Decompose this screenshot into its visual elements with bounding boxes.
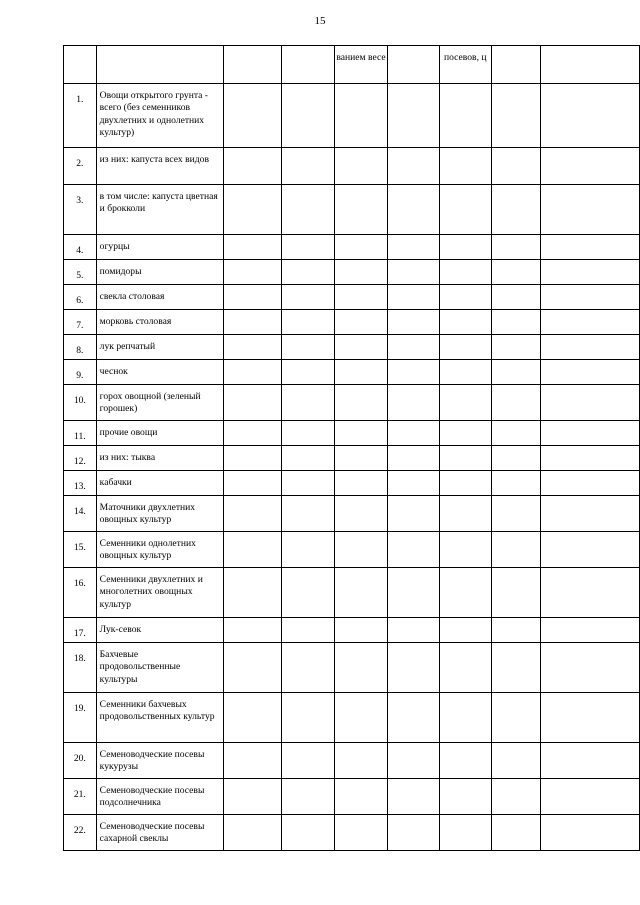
empty-cell [439,310,491,335]
empty-cell [334,84,387,148]
empty-cell [439,779,491,815]
empty-cell [439,360,491,385]
empty-cell [541,285,640,310]
empty-cell [491,360,541,385]
empty-cell [491,532,541,568]
table-row [64,335,640,360]
empty-cell [282,743,335,779]
empty-cell [541,235,640,260]
row-number: 22. [64,815,97,851]
table-row [64,743,640,779]
empty-cell [334,360,387,385]
row-number: 11. [64,421,97,446]
empty-cell [334,446,387,471]
empty-cell [388,532,440,568]
table-row [64,496,640,532]
empty-cell [224,285,282,310]
row-number: 16. [64,568,97,618]
table-row [64,618,640,643]
empty-cell [282,84,335,148]
table-row [64,360,640,385]
empty-cell [388,335,440,360]
empty-cell [224,693,282,743]
row-name: лук репчатый [96,335,223,360]
empty-cell [491,285,541,310]
empty-cell [541,532,640,568]
empty-cell [541,643,640,693]
empty-cell [388,285,440,310]
row-number: 4. [64,235,97,260]
table-row [64,84,640,148]
empty-cell [491,185,541,235]
empty-cell [224,235,282,260]
row-number: 10. [64,385,97,421]
table-row [64,779,640,815]
empty-cell [491,496,541,532]
empty-cell [491,260,541,285]
empty-cell [491,335,541,360]
empty-cell [541,743,640,779]
empty-cell [334,568,387,618]
empty-cell [491,693,541,743]
empty-cell [541,335,640,360]
row-name: Семенники двухлетних и многолетних овощных культур [96,568,223,618]
table-row [64,471,640,496]
row-number: 5. [64,260,97,285]
row-name: чеснок [96,360,223,385]
empty-cell [282,421,335,446]
empty-cell [224,148,282,185]
empty-cell [282,643,335,693]
empty-cell [388,385,440,421]
empty-cell [491,618,541,643]
row-number: 18. [64,643,97,693]
row-name: горох овощной (зеленый горошек) [96,385,223,421]
header-cell-3 [224,46,282,84]
empty-cell [439,335,491,360]
empty-cell [224,360,282,385]
empty-cell [491,779,541,815]
empty-cell [491,235,541,260]
empty-cell [334,643,387,693]
empty-cell [491,743,541,779]
row-name: морковь столовая [96,310,223,335]
empty-cell [334,618,387,643]
row-number: 2. [64,148,97,185]
table-row [64,643,640,693]
table-row [64,693,640,743]
empty-cell [541,360,640,385]
table-row [64,185,640,235]
empty-cell [439,421,491,446]
empty-cell [439,285,491,310]
empty-cell [224,618,282,643]
empty-cell [439,260,491,285]
empty-cell [224,385,282,421]
empty-cell [439,185,491,235]
empty-cell [282,185,335,235]
empty-cell [282,568,335,618]
header-cell-7: посевов, ц [439,46,491,84]
row-number: 15. [64,532,97,568]
empty-cell [282,815,335,851]
empty-cell [334,285,387,310]
empty-cell [541,568,640,618]
page-number: 15 [314,15,326,27]
empty-cell [491,471,541,496]
row-name: Овощи открытого грунта - всего (без семенников двухлетних и однолетних культур) [96,84,223,148]
empty-cell [224,471,282,496]
empty-cell [491,815,541,851]
empty-cell [541,471,640,496]
row-number: 6. [64,285,97,310]
empty-cell [439,446,491,471]
table-row [64,260,640,285]
empty-cell [491,421,541,446]
empty-cell [491,643,541,693]
row-number: 19. [64,693,97,743]
header-cell-9 [541,46,640,84]
row-number: 20. [64,743,97,779]
row-number: 21. [64,779,97,815]
empty-cell [491,568,541,618]
header-cell-4 [282,46,335,84]
empty-cell [334,532,387,568]
table-row [64,385,640,421]
empty-cell [491,446,541,471]
empty-cell [541,148,640,185]
table-row [64,815,640,851]
empty-cell [388,185,440,235]
row-name: Бахчевые продовольственные культуры [96,643,223,693]
empty-cell [282,235,335,260]
empty-cell [334,496,387,532]
empty-cell [224,743,282,779]
table-row [64,310,640,335]
row-name: из них: тыква [96,446,223,471]
empty-cell [334,471,387,496]
empty-cell [388,446,440,471]
empty-cell [282,285,335,310]
empty-cell [388,743,440,779]
empty-cell [334,235,387,260]
empty-cell [282,532,335,568]
row-name: Лук-севок [96,618,223,643]
empty-cell [282,693,335,743]
empty-cell [388,84,440,148]
row-name: огурцы [96,235,223,260]
table-row [64,532,640,568]
empty-cell [439,532,491,568]
empty-cell [388,471,440,496]
header-cell-8 [491,46,541,84]
row-number: 3. [64,185,97,235]
empty-cell [491,148,541,185]
empty-cell [282,260,335,285]
empty-cell [224,815,282,851]
header-cell-name [96,46,223,84]
empty-cell [334,335,387,360]
row-name: Маточники двухлетних овощных культур [96,496,223,532]
header-cell-number [64,46,97,84]
empty-cell [439,496,491,532]
empty-cell [334,815,387,851]
empty-cell [282,385,335,421]
empty-cell [388,693,440,743]
empty-cell [388,643,440,693]
empty-cell [388,421,440,446]
row-name: в том числе: капуста цветная и брокколи [96,185,223,235]
table-row [64,568,640,618]
header-cell-6 [388,46,440,84]
row-name: из них: капуста всех видов [96,148,223,185]
empty-cell [224,310,282,335]
empty-cell [439,643,491,693]
row-number: 7. [64,310,97,335]
row-name: Семенники однолетних овощных культур [96,532,223,568]
empty-cell [439,693,491,743]
row-name: прочие овощи [96,421,223,446]
empty-cell [334,779,387,815]
empty-cell [439,148,491,185]
empty-cell [282,148,335,185]
empty-cell [491,310,541,335]
table-row [64,421,640,446]
empty-cell [388,360,440,385]
empty-cell [282,335,335,360]
empty-cell [334,185,387,235]
empty-cell [439,385,491,421]
empty-cell [334,743,387,779]
empty-cell [388,148,440,185]
empty-cell [224,643,282,693]
row-name: Семеноводческие посевы подсолнечника [96,779,223,815]
empty-cell [439,84,491,148]
table-row [64,148,640,185]
empty-cell [439,618,491,643]
row-name: Семеноводческие посевы кукурузы [96,743,223,779]
row-name: Семенники бахчевых продовольственных культур [96,693,223,743]
empty-cell [334,693,387,743]
row-number: 14. [64,496,97,532]
empty-cell [334,310,387,335]
empty-cell [224,84,282,148]
empty-cell [334,260,387,285]
empty-cell [388,310,440,335]
row-number: 9. [64,360,97,385]
empty-cell [282,310,335,335]
crop-table [63,45,640,851]
row-number: 13. [64,471,97,496]
empty-cell [224,496,282,532]
empty-cell [541,618,640,643]
empty-cell [541,385,640,421]
empty-cell [541,421,640,446]
empty-cell [541,693,640,743]
empty-cell [224,446,282,471]
empty-cell [388,235,440,260]
row-number: 1. [64,84,97,148]
empty-cell [224,568,282,618]
empty-cell [224,185,282,235]
row-name: помидоры [96,260,223,285]
empty-cell [541,496,640,532]
empty-cell [439,568,491,618]
empty-cell [282,446,335,471]
empty-cell [439,235,491,260]
empty-cell [334,148,387,185]
empty-cell [491,385,541,421]
row-name: свекла столовая [96,285,223,310]
row-number: 8. [64,335,97,360]
empty-cell [224,779,282,815]
empty-cell [541,84,640,148]
empty-cell [388,496,440,532]
empty-cell [224,532,282,568]
empty-cell [282,496,335,532]
empty-cell [224,260,282,285]
empty-cell [388,815,440,851]
empty-cell [388,618,440,643]
row-number: 17. [64,618,97,643]
empty-cell [224,335,282,360]
empty-cell [282,471,335,496]
empty-cell [282,360,335,385]
empty-cell [388,779,440,815]
empty-cell [334,421,387,446]
header-cell-5: ванием весе [334,46,387,84]
row-number: 12. [64,446,97,471]
row-name: Семеноводческие посевы сахарной свеклы [96,815,223,851]
empty-cell [541,815,640,851]
empty-cell [541,446,640,471]
empty-cell [388,568,440,618]
empty-cell [282,779,335,815]
empty-cell [334,385,387,421]
empty-cell [439,815,491,851]
empty-cell [541,310,640,335]
empty-cell [388,260,440,285]
empty-cell [541,260,640,285]
empty-cell [491,84,541,148]
empty-cell [224,421,282,446]
empty-cell [439,743,491,779]
table-row [64,285,640,310]
empty-cell [439,471,491,496]
empty-cell [282,618,335,643]
table-row [64,235,640,260]
empty-cell [541,185,640,235]
empty-cell [541,779,640,815]
row-name: кабачки [96,471,223,496]
header-row [64,46,640,84]
table-row [64,446,640,471]
